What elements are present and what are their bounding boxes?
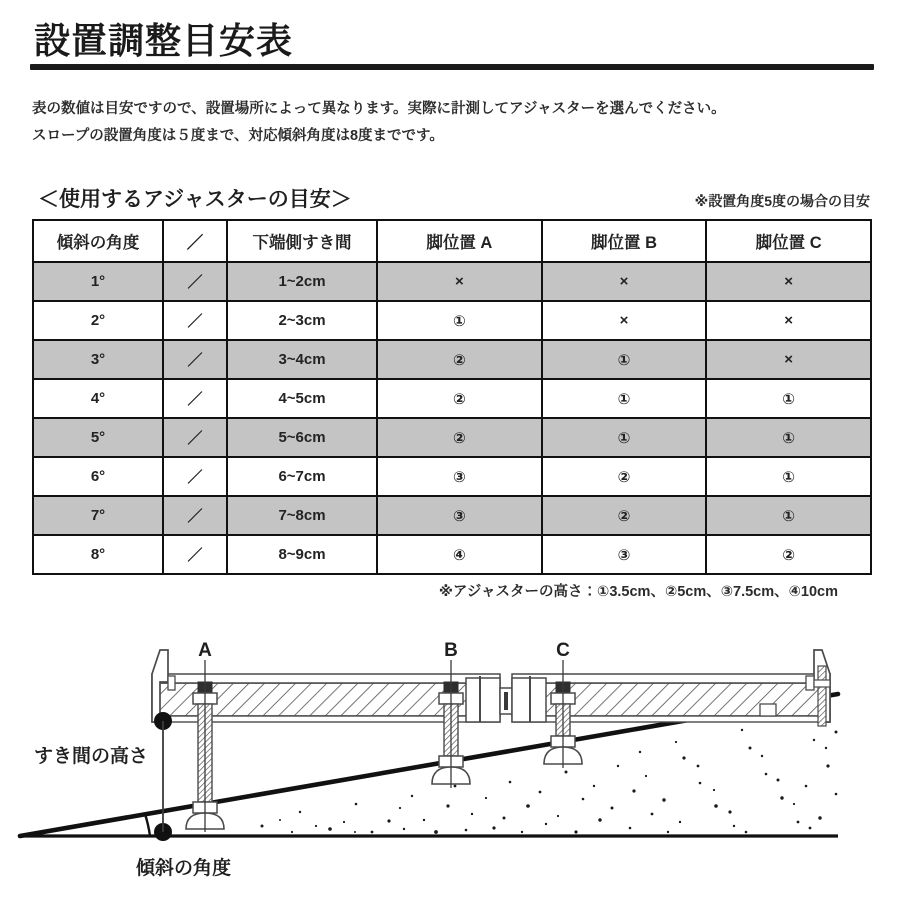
angle-cell: 3°	[33, 340, 163, 379]
angle-cell: 5°	[33, 418, 163, 457]
leg-b-cell: ②	[542, 457, 707, 496]
table-head	[33, 220, 871, 262]
angle-cell: 1°	[33, 262, 163, 301]
angle-cell: 6°	[33, 457, 163, 496]
leg-a-cell: ②	[377, 418, 542, 457]
table-row	[33, 535, 871, 574]
column-header-gap: 下端側すき間	[227, 220, 377, 262]
table-body	[33, 262, 871, 574]
slash-cell: ／	[163, 340, 227, 379]
table-row	[33, 379, 871, 418]
leg-b-cell: ①	[542, 379, 707, 418]
leg-label-c: C	[556, 640, 570, 661]
column-header-leg-b: 脚位置 B	[542, 220, 707, 262]
leg-b-cell: ②	[542, 496, 707, 535]
leg-c-cell: ×	[706, 262, 871, 301]
gap-cell: 7~8cm	[227, 496, 377, 535]
leg-c-cell: ①	[706, 418, 871, 457]
gap-cell: 4~5cm	[227, 379, 377, 418]
column-header-leg-a: 脚位置 A	[377, 220, 542, 262]
table-row	[33, 457, 871, 496]
section-note: ※設置角度5度の場合の目安	[694, 193, 870, 210]
table-row	[33, 262, 871, 301]
title-block	[0, 0, 900, 60]
title-underline-rule	[30, 64, 874, 70]
table-footnote: ※アジャスターの高さ：①3.5cm、②5cm、③7.5cm、④10cm	[438, 584, 838, 601]
table-row	[33, 496, 871, 535]
leg-a-cell: ③	[377, 496, 542, 535]
angle-cell: 7°	[33, 496, 163, 535]
column-header-slash: ／	[163, 220, 227, 262]
leg-c-cell: ×	[706, 301, 871, 340]
intro-line-2: スロープの設置角度は５度まで、対応傾斜角度は8度までです。	[32, 127, 444, 144]
leg-b-cell: ×	[542, 262, 707, 301]
adjuster-guide-table	[32, 219, 872, 575]
leg-a-cell: ③	[377, 457, 542, 496]
table-header-row	[33, 220, 871, 262]
leg-b-cell: ①	[542, 340, 707, 379]
intro-line-1: 表の数値は目安ですので、設置場所によって異なります。実際に計測してアジャスターを選んでください。	[32, 100, 726, 117]
section-heading-row	[38, 183, 870, 213]
gap-height-label: すき間の高さ	[34, 746, 149, 767]
leg-a-cell: ④	[377, 535, 542, 574]
leg-b-cell: ①	[542, 418, 707, 457]
table-row	[33, 418, 871, 457]
leg-a-cell: ×	[377, 262, 542, 301]
column-header-angle: 傾斜の角度	[33, 220, 163, 262]
gap-cell: 3~4cm	[227, 340, 377, 379]
slash-cell: ／	[163, 418, 227, 457]
angle-cell: 4°	[33, 379, 163, 418]
leg-a-cell: ②	[377, 379, 542, 418]
slash-cell: ／	[163, 457, 227, 496]
slash-cell: ／	[163, 262, 227, 301]
leg-a-cell: ②	[377, 340, 542, 379]
angle-cell: 2°	[33, 301, 163, 340]
leg-b-cell: ③	[542, 535, 707, 574]
slope-angle-label: 傾斜の角度	[136, 858, 232, 879]
leg-label-a: A	[198, 640, 212, 661]
gap-cell: 5~6cm	[227, 418, 377, 457]
angle-cell: 8°	[33, 535, 163, 574]
leg-c-cell: ②	[706, 535, 871, 574]
section-heading: ＜使用するアジャスターの目安＞	[38, 188, 352, 212]
leg-b-cell: ×	[542, 301, 707, 340]
slash-cell: ／	[163, 379, 227, 418]
intro-paragraph	[32, 96, 900, 150]
slope-installation-diagram	[0, 636, 900, 900]
table-row	[33, 301, 871, 340]
column-header-leg-c: 脚位置 C	[706, 220, 871, 262]
leg-c-cell: ①	[706, 379, 871, 418]
ramp-deck	[152, 650, 830, 726]
slash-cell: ／	[163, 535, 227, 574]
leg-a-cell: ①	[377, 301, 542, 340]
slash-cell: ／	[163, 496, 227, 535]
gap-cell: 6~7cm	[227, 457, 377, 496]
page-title: 設置調整目安表	[34, 20, 294, 61]
gap-cell: 8~9cm	[227, 535, 377, 574]
leg-label-b: B	[444, 640, 458, 661]
deck-panel-joint	[466, 676, 546, 722]
leg-c-cell: ①	[706, 496, 871, 535]
table-row	[33, 340, 871, 379]
leg-c-cell: ×	[706, 340, 871, 379]
leg-c-cell: ①	[706, 457, 871, 496]
gap-cell: 1~2cm	[227, 262, 377, 301]
gap-cell: 2~3cm	[227, 301, 377, 340]
slash-cell: ／	[163, 301, 227, 340]
